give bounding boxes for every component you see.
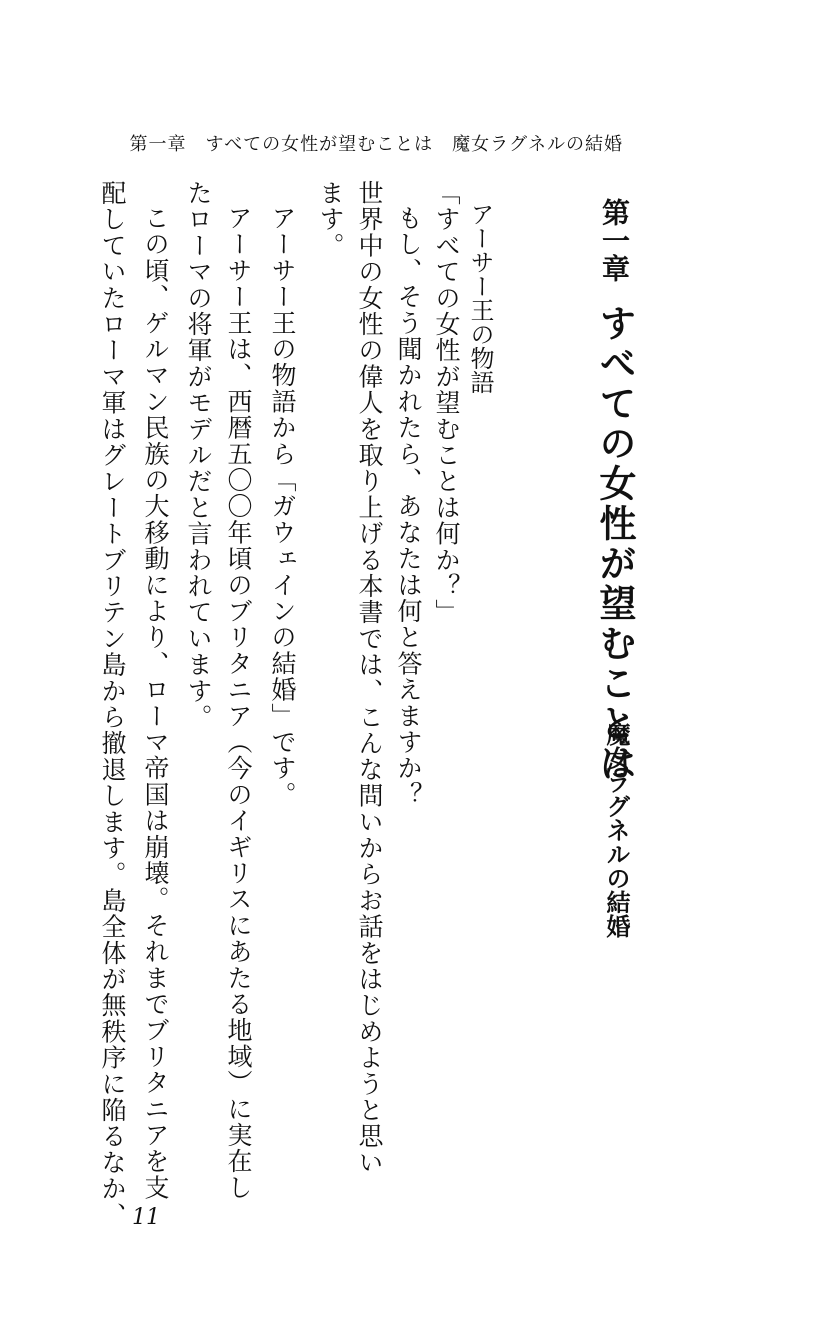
chapter-title: すべての女性が望むことは	[593, 304, 636, 784]
page-number: 11	[132, 1205, 160, 1230]
body-line: 世界中の女性の偉人を取り上げる本書では、こんな問いからお話をはじめようと思い	[355, 180, 384, 1176]
chapter-number: 第一章	[598, 198, 631, 282]
body-line: たローマの将軍がモデルだと言われています。	[184, 180, 213, 731]
chapter-subtitle: 魔女ラグネルの結婚	[602, 722, 630, 938]
section-heading: アーサー王の物語	[466, 202, 494, 394]
body-line: この頃、ゲルマン民族の大移動により、ローマ帝国は崩壊。それまでブリタニアを支	[141, 205, 170, 1201]
body-line: アーサー王は、西暦五〇〇年頃のブリタニア（今のイギリスにあたる地域）に実在し	[224, 205, 253, 1201]
running-header: 第一章 すべての女性が望むことは 魔女ラグネルの結婚	[129, 134, 623, 155]
body-line: 配していたローマ軍はグレートブリテン島から撤退します。島全体が無秩序に陥るなか、	[98, 180, 127, 1228]
body-line: アーサー王の物語から「ガウェインの結婚」です。	[268, 205, 297, 808]
body-line: ます。	[316, 180, 345, 259]
body-line: もし、そう聞かれたら、あなたは何と答えますか？	[394, 205, 423, 808]
body-line: 「すべての女性が望むことは何か？」	[432, 180, 461, 626]
